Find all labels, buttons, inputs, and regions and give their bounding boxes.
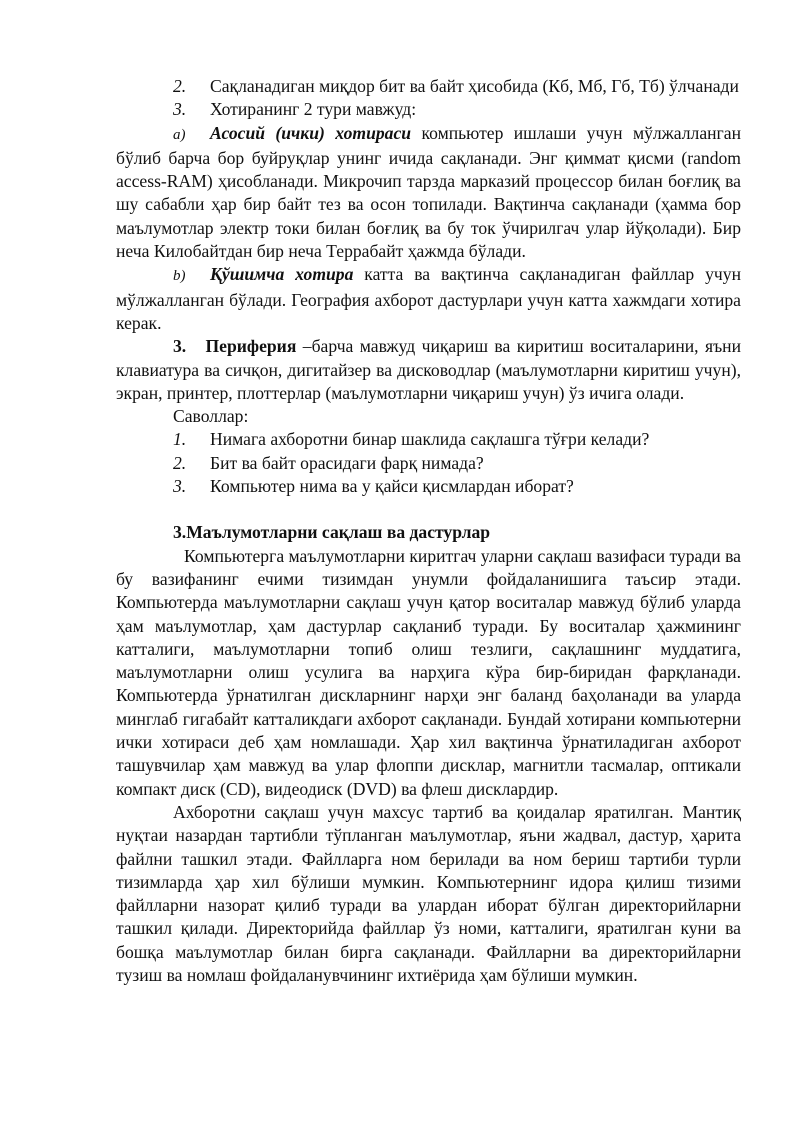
list-item-text: Хотиранинг 2 тури мавжуд: [210,99,417,120]
question-item [116,475,741,498]
section-paragraph-2: Ахборотни сақлаш учун махсус тартиб ва қоидалар яратилган. Мантиқ нуқтаи назардан тартибли тўпланган маълумотлар, яъни жадвал, дастур, ҳарита файлни ташкил этади. Файлларга ном берилади ва ном бериш тартиби турли тизимларда ҳар хил бўлиши мумкин. Компьютернинг идора қилиш тизими файлларни назорат қилиб туради ва улардан иборат бўлган директорийларни ташкил қилади. Директорийда файллар ўз номи, катталиги, яратилган куни ва бошқа маълумотлар билан бирга сақланади. Файлларни ва директорийларни тузиш ва номлаш фойдаланувчининг ихтиёрида ҳам бўлиши мумкин. [116,801,741,985]
term-periphery: Периферия [205,336,297,357]
sub-item-b [116,263,741,335]
question-text: Компьютер нима ва у қайси қисмлардан иборат? [210,476,574,497]
questions-title: Саволлар: [173,406,249,427]
page-content [116,75,741,987]
term-extra-memory: Қўшимча хотира [210,264,354,285]
question-item [116,428,741,451]
sub-item-a [116,122,741,264]
question-text: Бит ва байт орасидаги фарқ нимада? [210,452,484,473]
list-item-2 [116,75,741,98]
term-main-memory: Асосий (ички) хотираси [210,122,412,143]
list-number: 3. [173,99,187,120]
question-number: 1. [173,429,187,450]
list-item-text: Сақланадиган миқдор бит ва байт ҳисобида (Кб, Мб, Гб, Тб) ўлчанади [210,76,739,96]
list-number: 2. [173,76,187,96]
section-paragraph-1: Компьютерга маълумотларни киритгач уларни сақлаш вазифаси туради ва бу вазифанинг ечими тизимдан унумли фойдаланишига таъсир этади. Компьютерда маълумотларни сақлаш учун қатор воситалар мавжуд бўлиб уларда ҳам маълумотлар, ҳам дастурлар сақланиб туради. Бу воситалар ҳажмининг катталиги, маълумотларни топиб олиш тезлиги, сақлашнинг муддатига, маълумотларни олиш усулига ва нарҳига кўра бир-биридан фарқланади. Компьютерда ўрнатилган дискларнинг нарҳи энг баланд баҳоланади ва уларда минглаб гигабайт катталикдаги ахборот сақланади. Бундай хотирани компьютерни ички хотираси деб ҳам номлашади. Ҳар хил вақтинча ўрнатиладиган ахборот ташувчилар ҳам мавжуд ва улар флоппи дисклар, магнитли тасмалар, оптикали компакт диск (CD), видеодиск (DVD) ва флеш дисклардир. [116,545,741,799]
periphery-text: –барча мавжуд чиқариш ва киритиш воситаларини, яъни клавиатура ва сичқон, дигитайзер ва дисководлар (маълумотларни киритиш учун), экран, принтер, плоттерлар (маълумотларни чиқариш учун) ўз ичига олади. [116,336,741,403]
sub-item-text: катта ва вақтинча сақланадиган файллар учун мўлжалланган бўлади. География ахборот дастурлари учун катта хажмдаги хотира керак. [116,264,741,333]
question-text: Нимага ахборотни бинар шаклида сақлашга тўғри келади? [210,429,650,450]
periphery-number: 3. [173,336,187,357]
list-item-3 [116,98,741,121]
sub-item-letter: a) [173,126,186,143]
sub-item-text: компьютер ишлаши учун мўлжалланган бўлиб барча бор буйруқлар унинг ичида сақланади. Энг қиммат қисми (random access-RAM) ҳисобланади. Микрочип тарзда марказий процессор билан боғлиқ ва шу сабабли ҳар бир байт тез ва осон топилади. Вақтинча сақланади (ҳамма бор маълумотлар электр токи билан боғлиқ ва бу ток ўчирилгач улар йўқолади). Бир неча Килобайтдан бир неча Террабайт ҳажмда бўлади. [116,122,741,262]
question-number: 2. [173,452,187,473]
section-heading: 3.Маълумотларни сақлаш ва дастурлар [173,522,491,543]
sub-item-letter: b) [173,268,186,285]
blank-line [116,498,741,521]
periphery-paragraph [116,335,741,405]
question-item [116,452,741,475]
question-number: 3. [173,476,187,497]
